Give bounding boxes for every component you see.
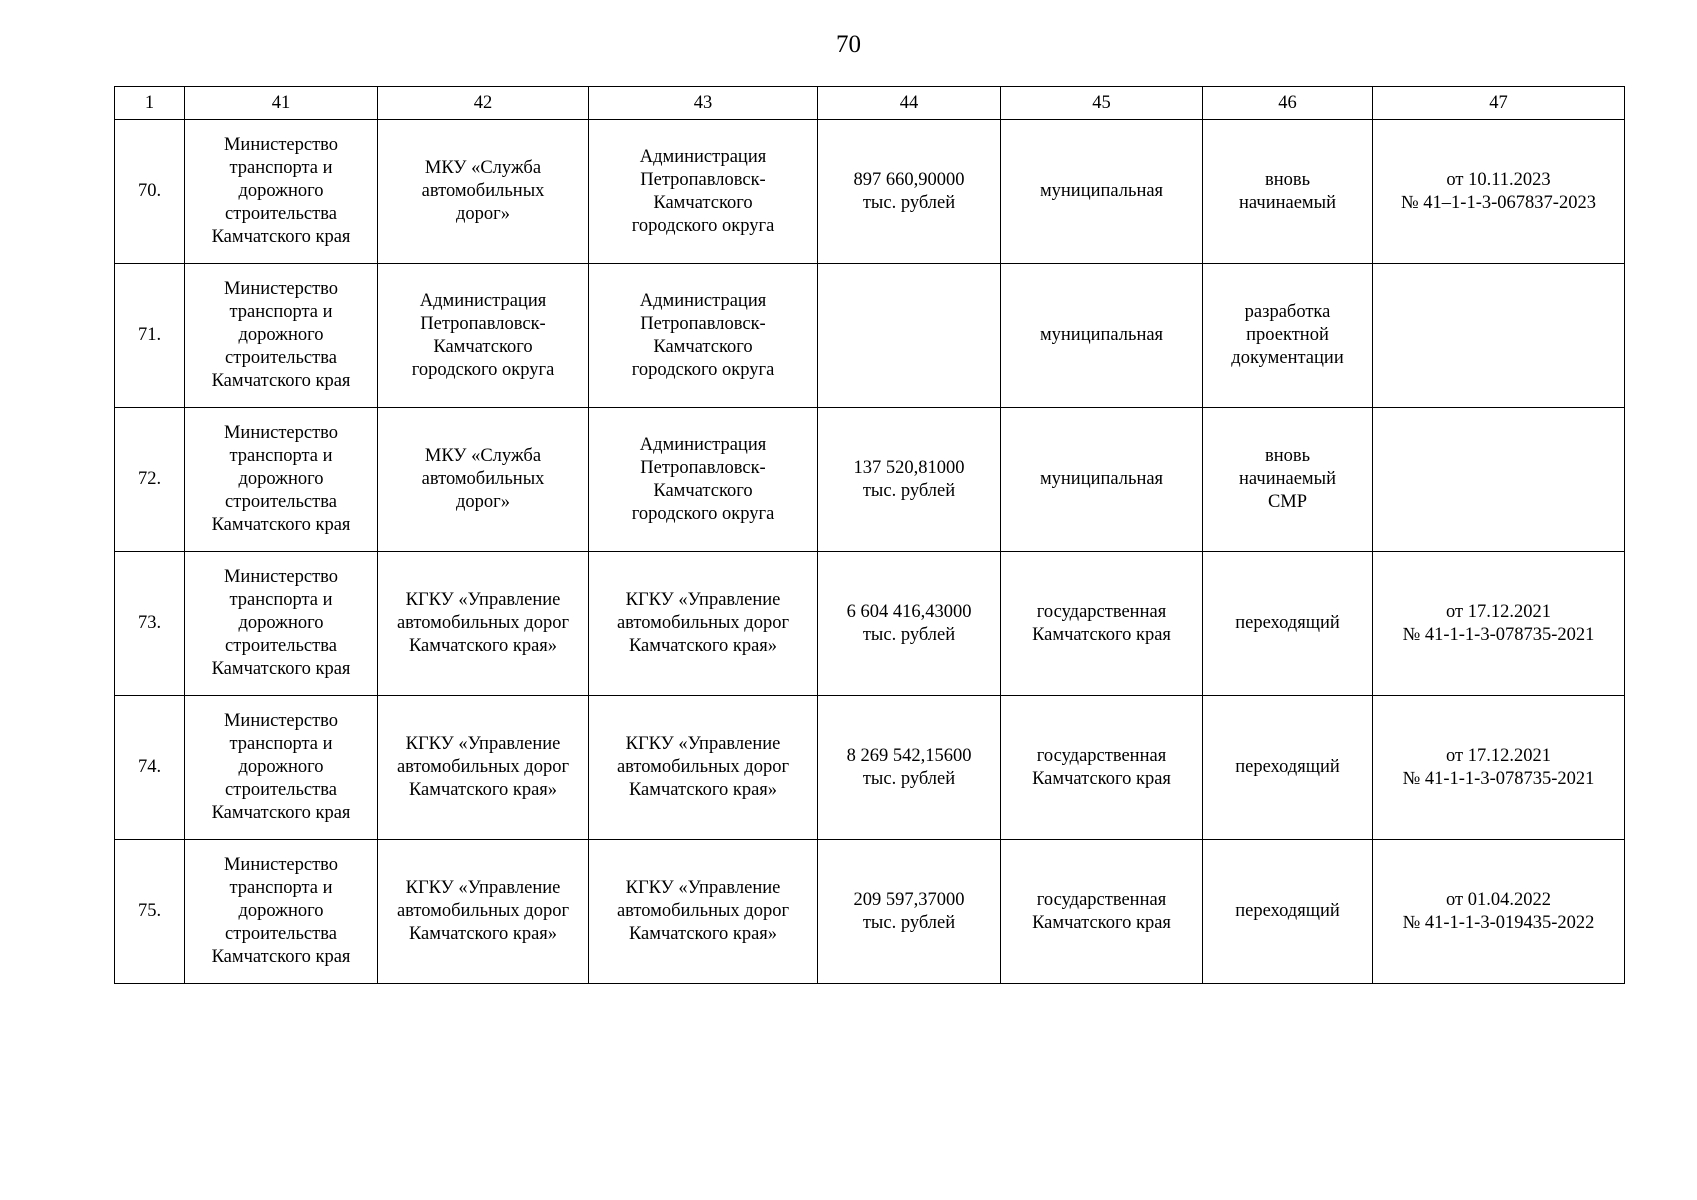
cell-text-line: Камчатского края (211, 659, 351, 679)
cell-text-line: транспорта и (229, 158, 333, 178)
cell-text-line: Министерство (223, 711, 339, 731)
responsible-authority-cell (185, 264, 378, 408)
cell-text-line: переходящий (1235, 613, 1340, 633)
cell-text-line: Министерство (223, 279, 339, 299)
cell-text-line: Министерство (223, 567, 339, 587)
table-row (115, 408, 1625, 552)
estimated-cost-cell (818, 264, 1001, 408)
expertise-conclusion-cell (1373, 552, 1625, 696)
cell-text-line: СМР (1267, 492, 1308, 512)
cell-text-line: 897 660,90000 (853, 169, 965, 190)
cell-text-line: Камчатского края (211, 371, 351, 391)
developer-cell (589, 840, 818, 984)
customer-cell (378, 408, 589, 552)
table-row (115, 264, 1625, 408)
cell-text-line: тыс. рублей (862, 480, 956, 501)
cell-text-line: тыс. рублей (862, 912, 956, 933)
ownership-cell (1001, 120, 1203, 264)
cell-text-line: автомобильных (421, 181, 545, 201)
cell-text-line: городского округа (631, 359, 775, 380)
cell-text-line: от 17.12.2021 (1446, 745, 1551, 766)
cell-text-line: документации (1231, 348, 1344, 368)
cell-text-line: городского округа (631, 503, 775, 524)
table-row (115, 120, 1625, 264)
table-row (115, 696, 1625, 840)
cell-text-line: Камчатского края (1032, 624, 1171, 645)
status-cell (1203, 840, 1373, 984)
cell-text-line: государственная (1036, 745, 1167, 766)
page-number: 70 (836, 31, 861, 58)
cell-text-line: КГКУ «Управление (625, 590, 781, 610)
cell-text-line: переходящий (1235, 901, 1340, 921)
cell-text-line: Камчатского края (211, 947, 351, 967)
cell-text-line: транспорта и (229, 590, 333, 610)
cell-text-line: дорог» (455, 204, 510, 224)
cell-text-line: автомобильных (421, 469, 545, 489)
cell-text-line: Камчатского края» (408, 780, 558, 800)
cell-text-line: дорожного (238, 757, 324, 777)
cell-text-line: Администрация (639, 434, 767, 455)
cell-text-line: тыс. рублей (862, 192, 956, 213)
ownership-cell (1001, 696, 1203, 840)
row-number-cell: 71. (115, 264, 185, 408)
developer-cell (589, 408, 818, 552)
estimated-cost-cell (818, 840, 1001, 984)
registry-table (114, 86, 1625, 984)
cell-text-line: Министерство (223, 855, 339, 875)
status-cell (1203, 264, 1373, 408)
row-number-cell: 70. (115, 120, 185, 264)
cell-text-line: дорожного (238, 325, 324, 345)
responsible-authority-cell (185, 408, 378, 552)
developer-cell (589, 696, 818, 840)
header-row (115, 87, 1625, 120)
cell-text-line: Администрация (639, 146, 767, 167)
cell-text-line: городского округа (631, 215, 775, 236)
cell-text-line: переходящий (1235, 757, 1340, 777)
cell-text-line: Камчатского края» (628, 636, 778, 656)
cell-text-line: КГКУ «Управление (625, 878, 781, 898)
cell-text-line: муниципальная (1039, 181, 1164, 201)
ownership-cell (1001, 408, 1203, 552)
cell-text-line: Камчатского края (211, 515, 351, 535)
cell-text-line: Камчатского края» (408, 636, 558, 656)
cell-text-line: дорог» (455, 492, 510, 512)
cell-text-line: дорожного (238, 469, 324, 489)
customer-cell (378, 552, 589, 696)
cell-text-line: КГКУ «Управление (405, 734, 561, 754)
status-cell (1203, 696, 1373, 840)
cell-text-line: муниципальная (1039, 325, 1164, 345)
cell-text-line: строительства (225, 492, 337, 512)
cell-text-line: Петропавловск- (640, 457, 766, 478)
cell-text-line: начинаемый (1239, 192, 1336, 213)
cell-text-line: Камчатского края» (628, 924, 778, 944)
cell-text-line: Камчатского края (1032, 912, 1171, 933)
row-number-cell: 72. (115, 408, 185, 552)
cell-text-line: № 41-1-1-3-078735-2021 (1402, 624, 1595, 645)
cell-text-line: строительства (225, 924, 337, 944)
cell-text-line: от 10.11.2023 (1446, 169, 1551, 190)
cell-text-line: № 41-1-1-3-078735-2021 (1402, 768, 1595, 789)
responsible-authority-cell (185, 696, 378, 840)
cell-text-line: 6 604 416,43000 (846, 601, 972, 622)
cell-text-line: № 41–1-1-3-067837-2023 (1401, 192, 1596, 213)
cell-text-line: Камчатского (433, 336, 533, 357)
estimated-cost-cell (818, 696, 1001, 840)
cell-text-line: МКУ «Служба (424, 446, 542, 466)
developer-cell (589, 120, 818, 264)
cell-text-line: проектной (1246, 325, 1329, 345)
ownership-cell (1001, 840, 1203, 984)
table-row (115, 552, 1625, 696)
cell-text-line: Камчатского края (1032, 768, 1171, 789)
estimated-cost-cell (818, 552, 1001, 696)
expertise-conclusion-cell (1373, 696, 1625, 840)
cell-text-line: Камчатского (653, 480, 753, 501)
table-body (115, 120, 1625, 984)
cell-text-line: от 17.12.2021 (1446, 601, 1551, 622)
cell-text-line: транспорта и (229, 734, 333, 754)
column-header: 1 (115, 87, 185, 120)
status-cell (1203, 552, 1373, 696)
developer-cell (589, 552, 818, 696)
cell-text-line: тыс. рублей (862, 624, 956, 645)
cell-text-line: КГКУ «Управление (405, 878, 561, 898)
cell-text-line: Администрация (639, 290, 767, 311)
cell-text-line: Петропавловск- (640, 169, 766, 190)
cell-text-line: автомобильных дорог (616, 757, 790, 777)
cell-text-line: Камчатского края (211, 803, 351, 823)
customer-cell (378, 264, 589, 408)
cell-text-line: КГКУ «Управление (405, 590, 561, 610)
status-cell (1203, 408, 1373, 552)
row-number-cell: 73. (115, 552, 185, 696)
cell-text-line: вновь (1264, 169, 1311, 190)
cell-text-line: городского округа (411, 359, 555, 380)
responsible-authority-cell (185, 840, 378, 984)
cell-text-line: № 41-1-1-3-019435-2022 (1402, 912, 1595, 933)
responsible-authority-cell (185, 552, 378, 696)
cell-text-line: Камчатского края» (628, 780, 778, 800)
expertise-conclusion-cell (1373, 120, 1625, 264)
cell-text-line: Министерство (223, 135, 339, 155)
cell-text-line: Петропавловск- (640, 313, 766, 334)
expertise-conclusion-cell (1373, 408, 1625, 552)
cell-text-line: государственная (1036, 889, 1167, 910)
cell-text-line: строительства (225, 636, 337, 656)
cell-text-line: Камчатского края (211, 227, 351, 247)
cell-text-line: дорожного (238, 613, 324, 633)
cell-text-line: транспорта и (229, 302, 333, 322)
cell-text-line: вновь (1264, 446, 1311, 466)
estimated-cost-cell (818, 408, 1001, 552)
cell-text-line: от 01.04.2022 (1446, 889, 1551, 910)
cell-text-line: автомобильных дорог (616, 613, 790, 633)
row-number-cell: 75. (115, 840, 185, 984)
cell-text-line: транспорта и (229, 878, 333, 898)
column-header: 41 (185, 87, 378, 120)
customer-cell (378, 840, 589, 984)
cell-text-line: тыс. рублей (862, 768, 956, 789)
cell-text-line: КГКУ «Управление (625, 734, 781, 754)
cell-text-line: автомобильных дорог (396, 613, 570, 633)
cell-text-line: Камчатского (653, 192, 753, 213)
cell-text-line: автомобильных дорог (616, 901, 790, 921)
cell-text-line: 8 269 542,15600 (846, 745, 972, 766)
ownership-cell (1001, 552, 1203, 696)
cell-text-line: транспорта и (229, 446, 333, 466)
table-row (115, 840, 1625, 984)
cell-text-line: дорожного (238, 181, 324, 201)
cell-text-line: начинаемый (1239, 469, 1336, 489)
customer-cell (378, 696, 589, 840)
cell-text-line: 137 520,81000 (853, 457, 965, 478)
cell-text-line: Министерство (223, 423, 339, 443)
cell-text-line: автомобильных дорог (396, 901, 570, 921)
cell-text-line: дорожного (238, 901, 324, 921)
column-header: 42 (378, 87, 589, 120)
cell-text-line: Камчатского края» (408, 924, 558, 944)
column-header: 44 (818, 87, 1001, 120)
cell-text-line: муниципальная (1039, 469, 1164, 489)
cell-text-line: автомобильных дорог (396, 757, 570, 777)
expertise-conclusion-cell (1373, 264, 1625, 408)
cell-text-line: разработка (1244, 302, 1331, 322)
responsible-authority-cell (185, 120, 378, 264)
cell-text-line: 209 597,37000 (853, 889, 965, 910)
status-cell (1203, 120, 1373, 264)
column-header: 46 (1203, 87, 1373, 120)
ownership-cell (1001, 264, 1203, 408)
developer-cell (589, 264, 818, 408)
expertise-conclusion-cell (1373, 840, 1625, 984)
customer-cell (378, 120, 589, 264)
cell-text-line: строительства (225, 204, 337, 224)
estimated-cost-cell (818, 120, 1001, 264)
cell-text-line: Камчатского (653, 336, 753, 357)
cell-text-line: Петропавловск- (420, 313, 546, 334)
column-header: 43 (589, 87, 818, 120)
cell-text-line: государственная (1036, 601, 1167, 622)
row-number-cell: 74. (115, 696, 185, 840)
cell-text-line: МКУ «Служба (424, 158, 542, 178)
cell-text-line: строительства (225, 780, 337, 800)
column-header: 45 (1001, 87, 1203, 120)
cell-text-line: строительства (225, 348, 337, 368)
column-header: 47 (1373, 87, 1625, 120)
cell-text-line: Администрация (419, 290, 547, 311)
